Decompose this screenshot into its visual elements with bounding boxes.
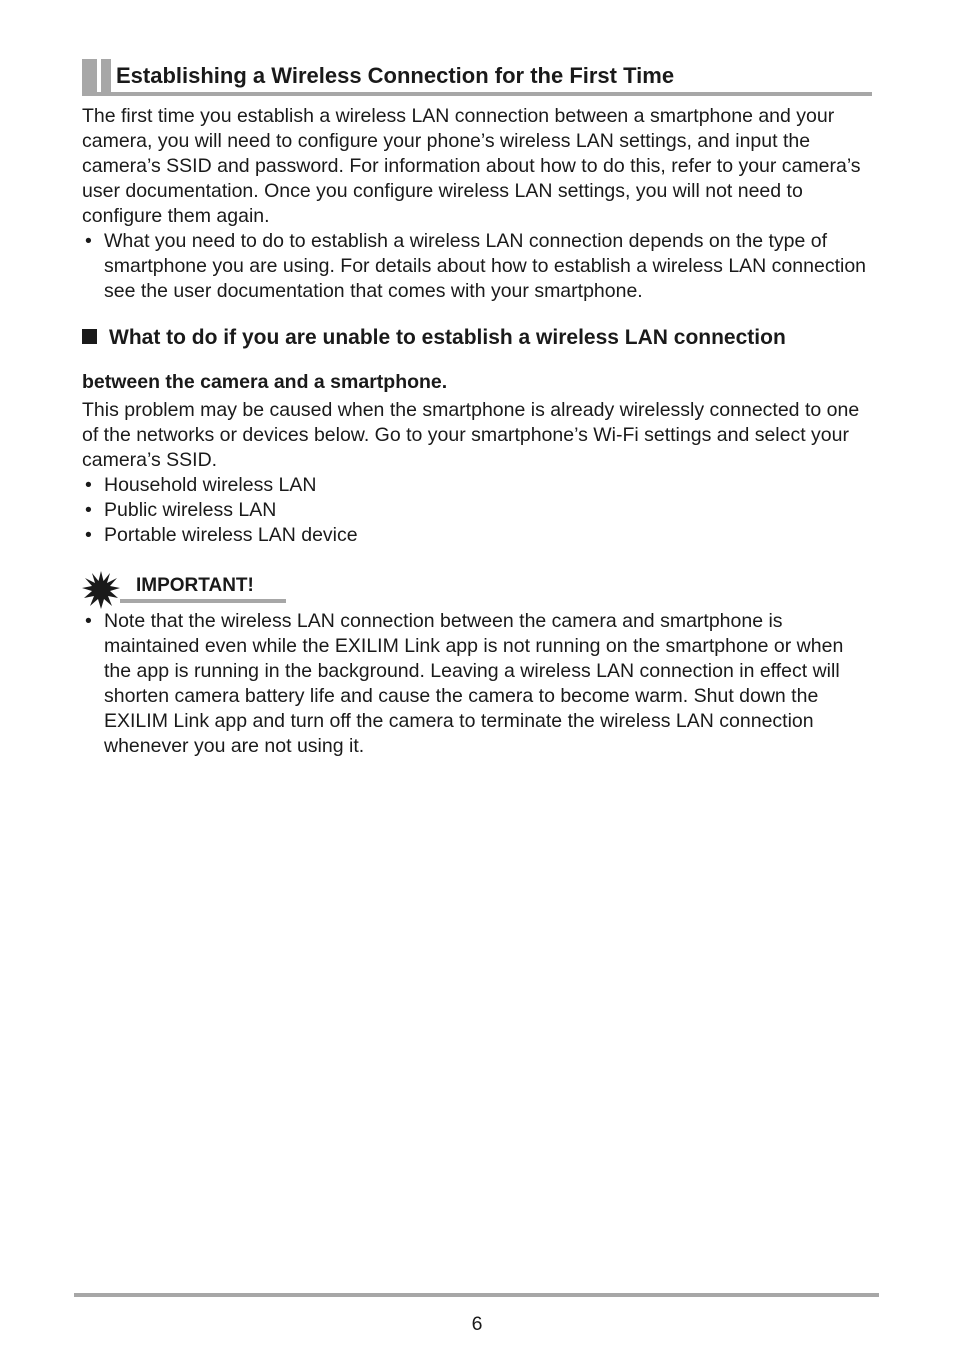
- bullet-dot: •: [85, 524, 92, 546]
- list-item-text: Portable wireless LAN device: [104, 524, 358, 546]
- section-title: Establishing a Wireless Connection for the First Time: [116, 63, 675, 88]
- list-item: [82, 473, 872, 498]
- section-heading: [82, 59, 872, 95]
- bullet-dot: •: [85, 499, 92, 521]
- list-item-text: What you need to do to establish a wireless LAN connection depends on the type of smartphone you are using. For details about how to establish a wireless LAN connection see the user documentation that comes with your smartphone.: [104, 230, 867, 302]
- important-callout: [82, 571, 286, 609]
- heading-bar-decoration: [101, 59, 111, 95]
- trouble-heading: [82, 326, 882, 350]
- trouble-bullet-list: [82, 473, 872, 548]
- important-burst-icon: [82, 571, 120, 609]
- important-label: IMPORTANT!: [136, 575, 254, 596]
- footer-rule: [74, 1293, 879, 1297]
- important-underline: [120, 599, 286, 603]
- heading-underline: [82, 92, 872, 96]
- intro-bullet-list: [82, 229, 872, 304]
- list-item: [82, 229, 872, 304]
- list-item: [82, 498, 872, 523]
- page-number: 6: [471, 1313, 483, 1335]
- bullet-dot: •: [85, 474, 92, 496]
- trouble-heading-continuation: between the camera and a smartphone.: [82, 371, 448, 393]
- trouble-heading-text: What to do if you are unable to establish a wireless LAN connection: [109, 326, 786, 349]
- list-item-text: Note that the wireless LAN connection between the camera and smartphone is maintained even while the EXILIM Link app is not running on the smartphone or when the app is running in the background. Leaving a wireless LAN connection in effect will shorten camera battery life and cause the camera to become warm. Shut down the EXILIM Link app and turn off the camera to terminate the wireless LAN connection whenever you are not using it.: [104, 610, 844, 757]
- list-item: [82, 523, 872, 548]
- bullet-dot: •: [85, 610, 92, 632]
- trouble-paragraph: This problem may be caused when the smartphone is already wirelessly connected to one of the networks or devices below. Go to your smartphone’s Wi-Fi settings and select your camera’s SSID.: [82, 399, 860, 471]
- list-item: [82, 609, 872, 759]
- black-square-icon: [82, 329, 97, 344]
- important-bullet-list: [82, 609, 872, 759]
- list-item-text: Public wireless LAN: [104, 499, 277, 521]
- intro-paragraph: The first time you establish a wireless LAN connection between a smartphone and your camera, you will need to configure your phone’s wireless LAN settings, and input the camera’s SSID and password. For information about how to do this, refer to your camera’s user documentation. Once you configure wireless LAN settings, you will not need to configure them again.: [82, 105, 861, 227]
- heading-bar-decoration: [82, 59, 97, 95]
- list-item-text: Household wireless LAN: [104, 474, 317, 496]
- bullet-dot: •: [85, 230, 92, 252]
